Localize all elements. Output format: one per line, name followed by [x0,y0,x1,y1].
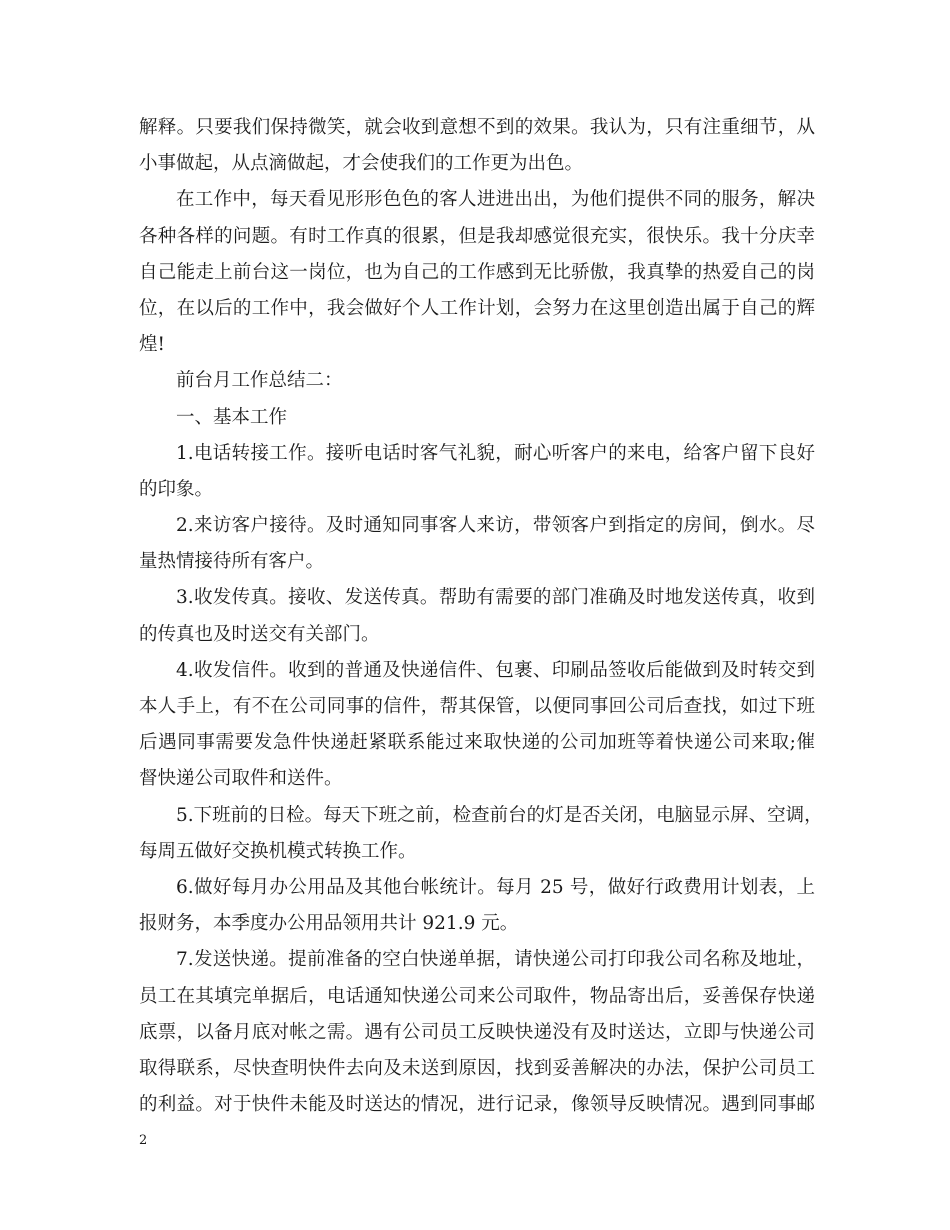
heading-line: 一、基本工作 [176,406,288,428]
text-line: 6.做好每月办公用品及其他台帐统计。每月 25 号，做好行政费用计划表，上 [176,876,815,898]
text-line: 解释。只要我们保持微笑，就会收到意想不到的效果。我认为，只有注重细节，从 [139,117,815,138]
list-item [139,942,815,1123]
text-line: 小事做起，从点滴做起，才会使我们的工作更为出色。 [139,153,584,175]
text-line: 量热情接待所有客户。 [139,551,325,573]
text-line: 取得联系，尽快查明快件去向及未送到原因，找到妥善解决的办法，保护公司员工 [139,1057,815,1079]
paragraph [139,110,815,182]
paragraph [139,182,815,363]
text-line: 7.发送快递。提前准备的空白快递单据，请快递公司打印我公司名称及地址， [176,949,815,971]
list-item [139,653,815,798]
page-number: 2 [139,1133,148,1148]
text-line: 本人手上，有不在公司同事的信件，帮其保管，以便同事回公司后查找，如过下班 [139,696,815,717]
text-line: 5.下班前的日检。每天下班之前，检查前台的灯是否关闭，电脑显示屏、空调， [176,804,823,826]
text-line: 煌! [139,334,165,356]
text-line: 报财务，本季度办公用品领用共计 921.9 元。 [139,913,519,935]
list-item [139,870,815,942]
text-line: 1.电话转接工作。接听电话时客气礼貌，耐心听客户的来电，给客户留下良好 [176,442,815,464]
text-line: 各种各样的问题。有时工作真的很累，但是我却感觉很充实，很快乐。我十分庆幸 [139,225,815,247]
heading-line: 前台月工作总结二： [176,370,343,392]
text-line: 的利益。对于快件未能及时送达的情况，进行记录，像领导反映情况。遇到同事邮 [139,1094,815,1116]
text-line: 底票，以备月底对帐之需。遇有公司员工反映快递没有及时送达，立即与快递公司 [139,1021,815,1043]
subsection-heading [139,400,815,436]
section-heading [139,363,815,399]
list-item [139,436,815,508]
text-line: 的传真也及时送交有关部门。 [139,623,380,645]
document-body [139,110,823,1123]
text-line: 的印象。 [139,478,214,500]
list-item [139,508,815,580]
text-line: 3.收发传真。接收、发送传真。帮助有需要的部门准确及时地发送传真，收到 [176,587,815,609]
text-line: 员工在其填完单据后，电话通知快递公司来公司取件，物品寄出后，妥善保存快递 [139,985,815,1007]
list-item [139,798,823,870]
text-line: 位，在以后的工作中，我会做好个人工作计划，会努力在这里创造出属于自己的辉 [139,297,815,319]
text-line: 每周五做好交换机模式转换工作。 [139,840,417,862]
text-line: 督快递公司取件和送件。 [139,768,343,790]
text-line: 在工作中，每天看见形形色色的客人进进出出，为他们提供不同的服务，解决 [176,189,815,211]
list-item [139,580,815,652]
text-line: 2.来访客户接待。及时通知同事客人来访，带领客户到指定的房间，倒水。尽 [176,515,815,537]
text-line: 后遇同事需要发急件快递赶紧联系能过来取快递的公司加班等着快递公司来取;催 [139,732,815,754]
text-line: 4.收发信件。收到的普通及快递信件、包裹、印刷品签收后能做到及时转交到 [176,659,815,681]
text-line: 自己能走上前台这一岗位，也为自己的工作感到无比骄傲，我真挚的热爱自己的岗 [139,261,815,283]
